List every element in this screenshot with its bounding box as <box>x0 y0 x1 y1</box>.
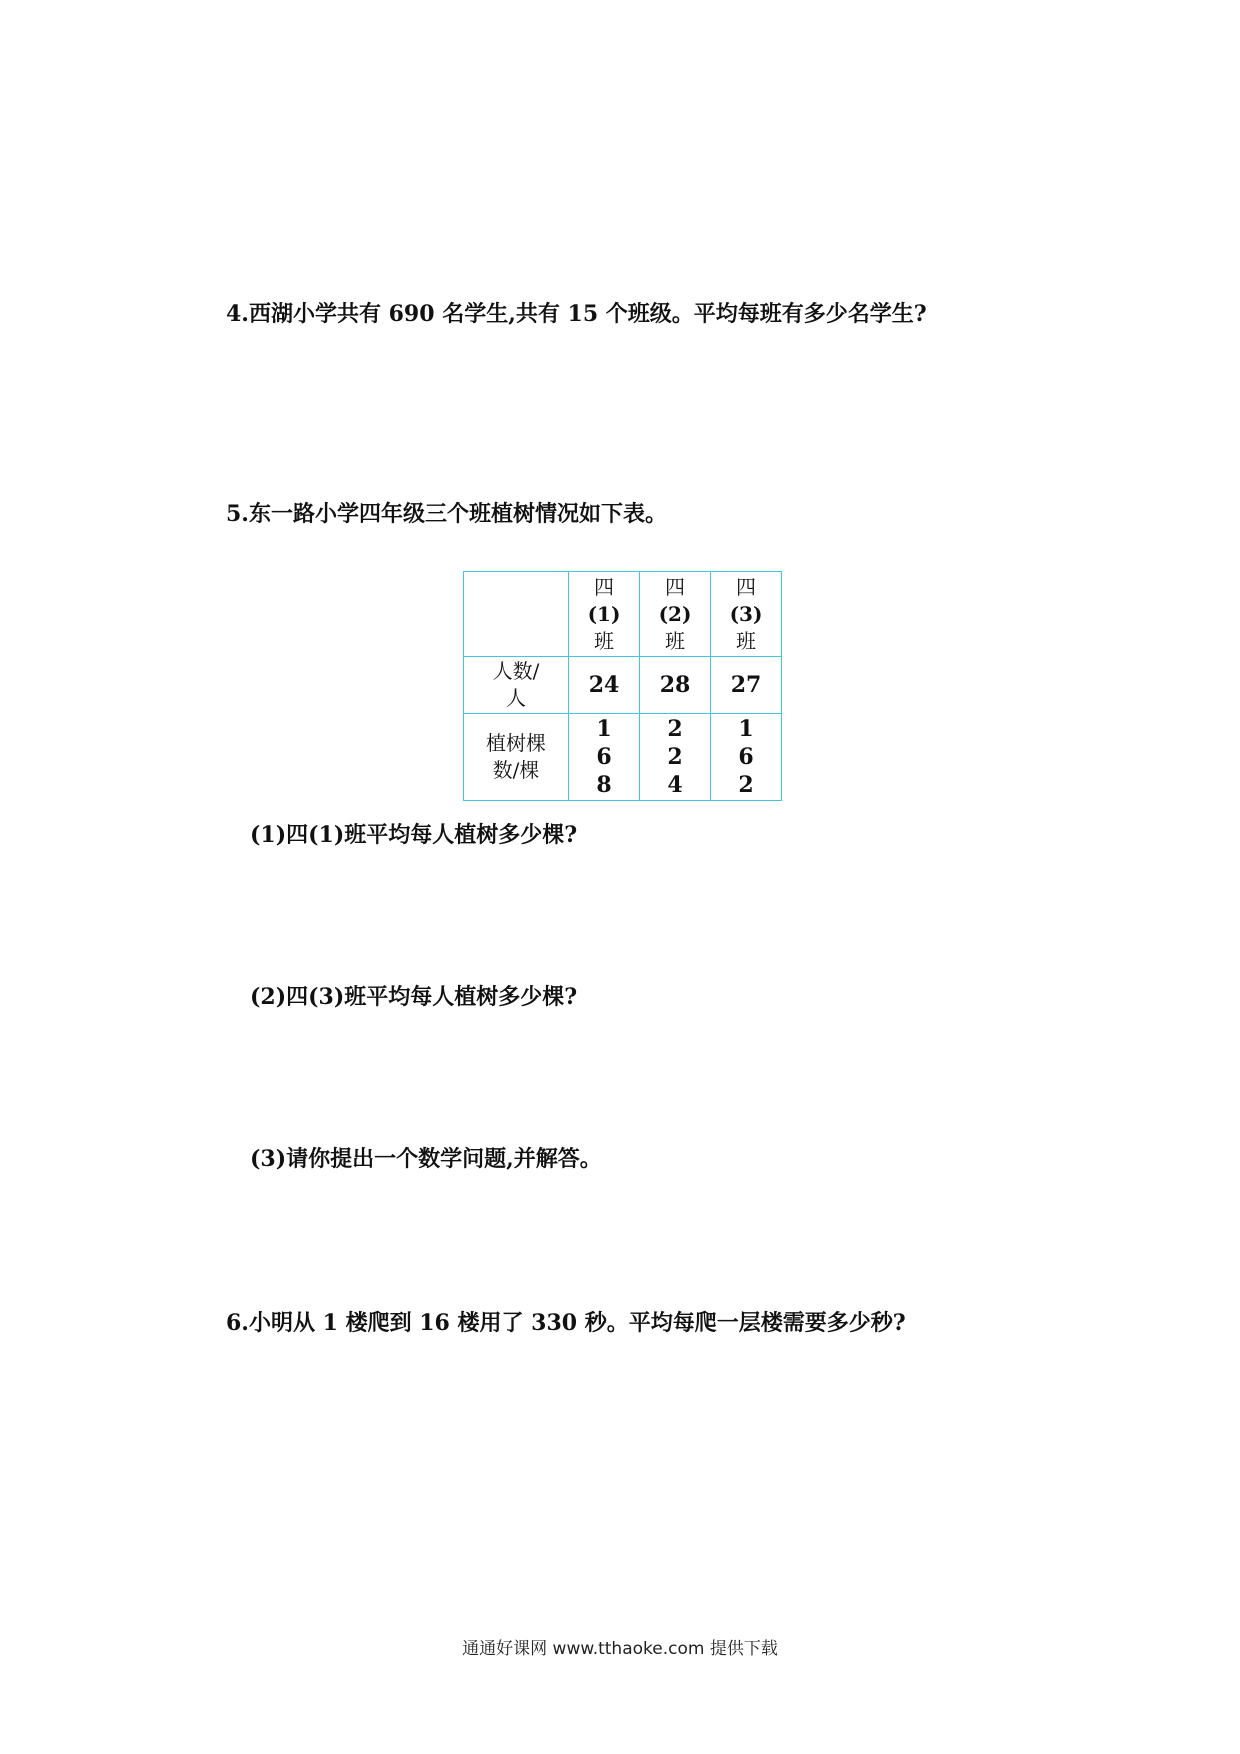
table-cell: 224 <box>640 714 711 801</box>
question-4: 4.西湖小学共有 690 名学生,共有 15 个班级。平均每班有多少名学生? <box>226 301 927 327</box>
question-5: 5.东一路小学四年级三个班植树情况如下表。 <box>226 501 667 527</box>
table-row-label-trees: 植树棵数/棵 <box>464 714 569 801</box>
table-row-label-students: 人数/人 <box>464 657 569 714</box>
planting-table <box>463 571 782 801</box>
question-5-part-2: (2)四(3)班平均每人植树多少棵? <box>250 984 578 1010</box>
question-6: 6.小明从 1 楼爬到 16 楼用了 330 秒。平均每爬一层楼需要多少秒? <box>226 1310 906 1336</box>
table-cell: 24 <box>569 657 640 714</box>
table-cell: 27 <box>711 657 782 714</box>
question-5-part-1: (1)四(1)班平均每人植树多少棵? <box>250 822 578 848</box>
footer-source-note: 通通好课网 www.tthaoke.com 提供下载 <box>462 1639 778 1659</box>
table-header-class-2: 四 (2) 班 <box>640 572 711 657</box>
table-header-class-3: 四 (3) 班 <box>711 572 782 657</box>
table-corner-cell <box>464 572 569 657</box>
table-header-class-1: 四 (1) 班 <box>569 572 640 657</box>
table-cell: 162 <box>711 714 782 801</box>
question-5-part-3: (3)请你提出一个数学问题,并解答。 <box>250 1146 602 1172</box>
table-cell: 28 <box>640 657 711 714</box>
table-cell: 168 <box>569 714 640 801</box>
